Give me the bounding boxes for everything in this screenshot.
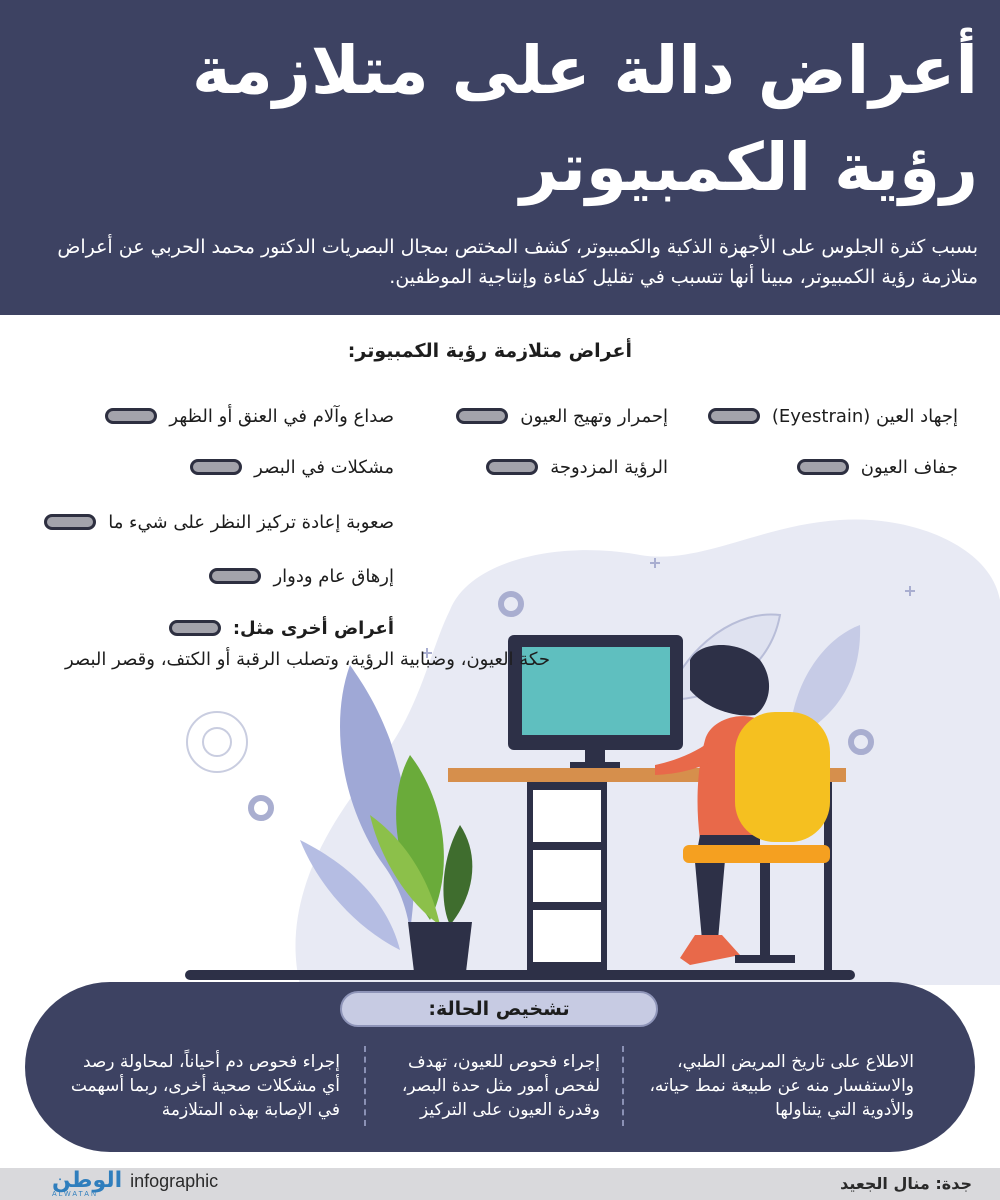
bullet-pill-icon	[209, 568, 261, 584]
floor-line	[185, 970, 855, 980]
chair-back	[735, 712, 830, 842]
bullet-pill-icon	[486, 459, 538, 475]
symptom-item	[708, 401, 958, 431]
bullet-pill-icon	[44, 514, 96, 530]
symptom-item	[190, 452, 394, 482]
symptom-item	[44, 507, 394, 537]
symptom-item	[486, 452, 668, 482]
logo-infographic-label: infographic	[130, 1170, 219, 1191]
symptom-label: جفاف العيون	[860, 456, 958, 478]
chair-base	[735, 955, 795, 963]
symptom-label: صعوبة إعادة تركيز النظر على شيء ما	[108, 511, 394, 533]
drawer	[533, 910, 601, 962]
symptom-label: مشكلات في البصر	[254, 456, 394, 478]
page-title-line-2: رؤية الكمبيوتر	[520, 129, 978, 206]
chair-pole	[760, 863, 770, 958]
bullet-pill-icon	[797, 459, 849, 475]
bullet-pill-icon	[169, 620, 221, 636]
divider	[622, 1046, 624, 1126]
background-blob	[295, 519, 1000, 985]
diagnosis-title-box	[340, 991, 658, 1027]
intro-paragraph: بسبب كثرة الجلوس على الأجهزة الذكية والكمبيوتر، كشف المختص بمجال البصريات الدكتور محمد الحربي عن أعراض متلازمة رؤية الكمبيوتر، مبينا أنها تتسبب في تقليل كفاءة وإنتاجية الموظفين.	[57, 236, 978, 288]
page-title-line-1: أعراض دالة على متلازمة	[191, 32, 978, 109]
monitor-base	[570, 762, 620, 768]
symptom-label: أعراض أخرى مثل:	[232, 617, 394, 639]
author-credit: جدة: منال الجعيد	[840, 1174, 972, 1193]
brand-logo	[52, 1170, 218, 1192]
symptom-item	[797, 452, 958, 482]
diagnosis-step: إجراء فحوص دم أحياناً، لمحاولة رصد أي مشكلات صحية أخرى، ربما أسهمت في الإصابة بهذه المتلازمة	[70, 1052, 340, 1120]
chair-seat	[683, 845, 830, 863]
bullet-pill-icon	[708, 408, 760, 424]
bullet-pill-icon	[456, 408, 508, 424]
symptom-item	[105, 401, 394, 431]
bullet-pill-icon	[105, 408, 157, 424]
diagnosis-step: الاطلاع على تاريخ المريض الطبي، والاستفسار منه عن طبيعة نمط حياته، والأدوية التي يتناولها	[649, 1052, 914, 1120]
other-symptoms-description: حكة العيون، وضبابية الرؤية، وتصلب الرقبة أو الكتف، وقصر البصر	[64, 649, 550, 670]
symptom-label: إحمرار وتهيج العيون	[520, 405, 668, 427]
symptom-item	[209, 561, 394, 591]
diagnosis-step: إجراء فحوص للعيون، تهدف لفحص أمور مثل حدة البصر، وقدرة العيون على التركيز	[401, 1052, 600, 1120]
symptom-item	[456, 401, 668, 431]
gear-icon	[187, 712, 247, 772]
symptom-item-other	[169, 613, 394, 643]
logo-latin: ALWATAN	[52, 1191, 99, 1198]
logo-arabic: الوطن	[52, 1168, 123, 1193]
diagnosis-title: تشخيص الحالة:	[428, 998, 570, 1020]
symptom-label: صداع وآلام في العنق أو الظهر	[169, 405, 394, 427]
drawer	[533, 790, 601, 842]
plant-pot	[408, 922, 472, 972]
symptom-label: إجهاد العين (Eyestrain)	[771, 405, 958, 427]
symptoms-section-title: أعراض متلازمة رؤية الكمبيوتر:	[347, 340, 632, 362]
symptom-label: الرؤية المزدوجة	[550, 456, 668, 478]
symptom-label: إرهاق عام ودوار	[273, 565, 394, 587]
divider	[364, 1046, 366, 1126]
bullet-pill-icon	[190, 459, 242, 475]
drawer	[533, 850, 601, 902]
monitor-stand	[585, 750, 605, 764]
decor-dot	[824, 531, 848, 555]
